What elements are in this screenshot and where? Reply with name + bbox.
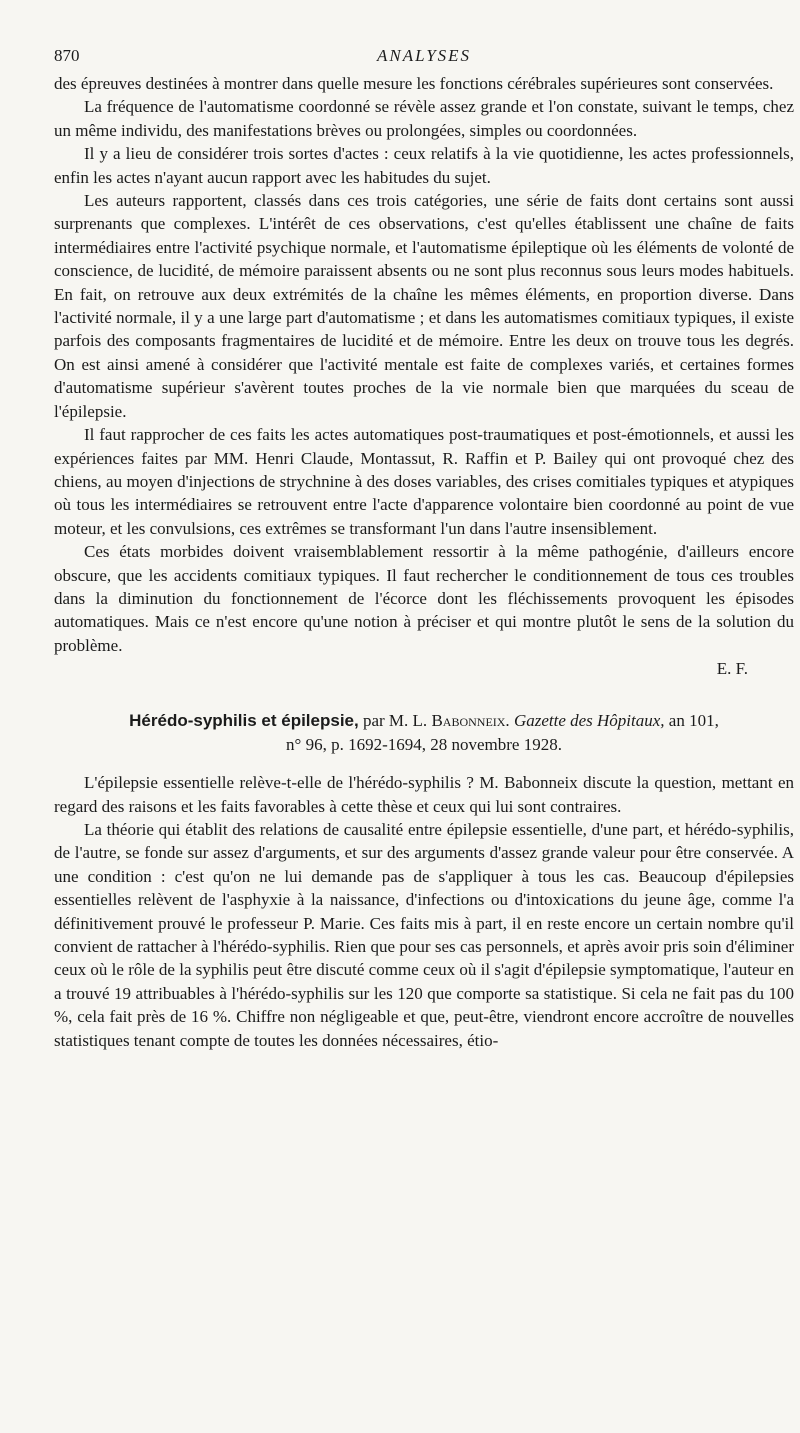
article-title: Hérédo-syphilis et épilepsie,	[129, 711, 359, 731]
journal-name: Gazette des Hôpitaux,	[513, 711, 665, 731]
journal-volume: an 101,	[668, 711, 719, 731]
paragraph: Il faut rapprocher de ces faits les actes automatiques post-traumatiques et post-émotionnels, et aussi les expériences faites par MM. Henri Claude, Montassut, R. Raffin et P. Bailey qui ont provoqué chez des chiens, au moyen d'injections de strychnine à des doses variables, des crises comitiales typiques et atypiques où tous les intermédiaires se retrouvent entre l'acte d'apparence volontaire bien coordonné au point de vue moteur, et les convulsions, ces extrêmes se transformant l'un dans l'autre insensiblement.	[54, 425, 794, 538]
article-heading	[54, 709, 794, 757]
article-automatisme	[54, 72, 794, 681]
paragraph: Les auteurs rapportent, classés dans ces trois catégories, une série de faits dont certains sont aussi surprenants que complexes. L'intérêt de ces observations, c'est qu'elles établissent une chaîne de faits intermédiaires entre l'activité psychique normale, et l'automatisme épileptique où les éléments de volonté de conscience, de lucidité, de mémoire paraissent absents ou ne sont plus reconnus sous leurs modes habituels. En fait, on retrouve aux deux extrémités de la chaîne les mêmes éléments, en proportion diverse. Dans l'activité normale, il y a une large part d'automatisme ; et dans les automatismes comitiaux typiques, il existe parfois des composants fragmentaires de lucidité et de mémoire. Entre les deux on trouve tous les degrés. On est ainsi amené à considérer que l'activité mentale est faite de complexes variés, et certaines formes d'automatisme supérieur s'avèrent toutes proches de la vie normale bien que marquées du sceau de l'épilepsie.	[54, 191, 794, 421]
journal-reference: n° 96, p. 1692-1694, 28 novembre 1928.	[286, 735, 562, 755]
page-header	[54, 38, 794, 72]
paragraph: La fréquence de l'automatisme coordonné se révèle assez grande et l'on constate, suivant le temps, chez un même individu, des manifestations brèves ou prolongées, simples ou coordonnées.	[54, 97, 794, 140]
paragraph: Il y a lieu de considérer trois sortes d'actes : ceux relatifs à la vie quotidienne, les actes professionnels, enfin les actes n'ayant aucun rapport avec les habitudes du sujet.	[54, 144, 794, 187]
paragraph: Ces états morbides doivent vraisemblablement ressortir à la même pathogénie, d'ailleurs encore obscure, que les accidents comitiaux typiques. Il faut rechercher le conditionnement de tous ces troubles dans la diminution du fonctionnement de l'écorce dont les fléchissements provoquent les épisodes automatiques. Mais ce n'est encore qu'une notion à préciser et qui montre plutôt le sens de la solution du problème.	[54, 542, 794, 655]
article-heredo-syphilis	[54, 771, 794, 1052]
paragraph: La théorie qui établit des relations de causalité entre épilepsie essentielle, d'une part, et hérédo-syphilis, de l'autre, se fonde sur assez d'arguments, et sur des arguments d'assez grande valeur pour être conservée. A une condition : c'est qu'on ne lui demande pas de s'appliquer à tous les cas. Beaucoup d'épilepsies essentielles relèvent de l'asphyxie à la naissance, d'infections ou d'intoxications du jeune âge, comme l'a définitivement prouvé le professeur P. Marie. Ces faits mis à part, il en reste encore un certain nombre qu'il convient de rattacher à l'hérédo-syphilis. Rien que pour ses cas personnels, et après avoir pris soin d'éliminer ceux où le rôle de la syphilis peut être discuté comme ceux où il s'agit d'épilepsie symptomatique, l'auteur en a trouvé 19 attribuables à l'hérédo-syphilis sur les 120 que comporte sa statistique. Si cela ne fait pas du 100 %, cela fait près de 16 %. Chiffre non négligeable et que, peut-être, viendront encore accroître de nouvelles statistiques tenant compte de toutes les données nécessaires, étio-	[54, 819, 794, 1050]
paragraph: L'épilepsie essentielle relève-t-elle de l'hérédo-syphilis ? M. Babonneix discute la question, mettant en regard des raisons et les faits favorables à cette thèse et ceux qui lui sont contraires.	[54, 773, 794, 816]
paragraph: des épreuves destinées à montrer dans quelle mesure les fonctions cérébrales supérieures sont conservées.	[54, 74, 774, 93]
running-title: ANALYSES	[376, 46, 472, 65]
page	[54, 38, 794, 1052]
signature: E. F.	[716, 659, 748, 679]
author-name: Babonneix.	[431, 711, 510, 731]
byline-prefix: par M. L.	[362, 711, 428, 731]
page-number: 870	[54, 46, 80, 65]
